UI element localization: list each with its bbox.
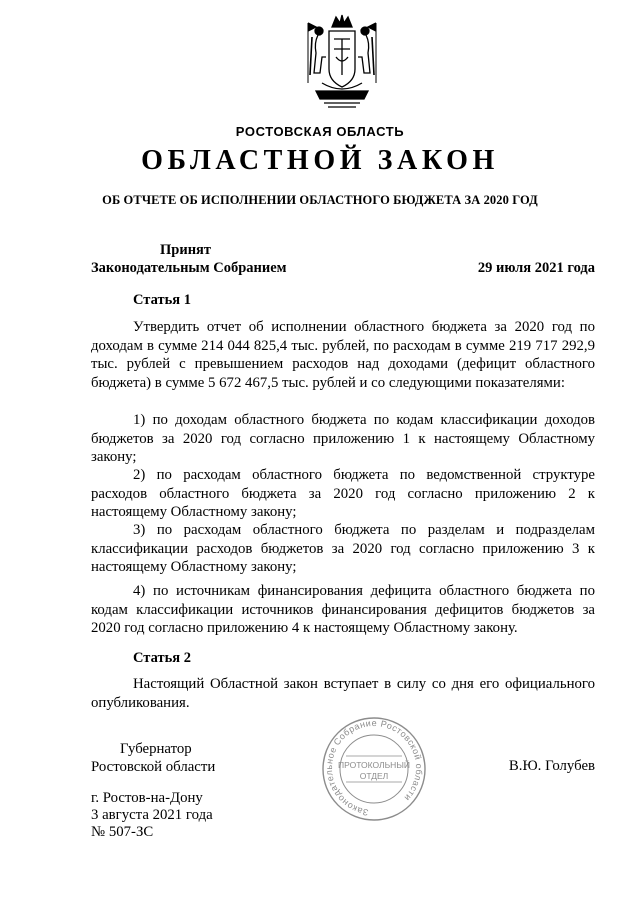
signatory-position-line1: Губернатор — [120, 741, 192, 757]
adoption-date: 29 июля 2021 года — [477, 260, 595, 276]
article-2-heading: Статья 2 — [133, 650, 191, 666]
region-name: РОСТОВСКАЯ ОБЛАСТЬ — [235, 124, 405, 139]
article-1-item-3: 3) по расходам областного бюджета по разделам и подразделам классификации расходов бюджетов за 2020 год согласно приложению 3 к настоящему Областному закону; — [91, 522, 595, 576]
document-type-heading: ОБЛАСТНОЙ ЗАКОН — [141, 145, 499, 176]
article-1-intro: Утвердить отчет об исполнении областного бюджета за 2020 год по доходам в сумме 214 044 825,4 тыс. рублей, по расходам в сумме 219 717 292,9 тыс. рублей с превышением расходов над доходами (дефицит областного бюджета) в сумме 5 672 467,5 тыс. рублей и со следующими показателями: — [91, 319, 595, 391]
official-stamp — [312, 716, 436, 822]
footer-date: 3 августа 2021 года — [91, 807, 213, 823]
article-1-heading: Статья 1 — [133, 292, 191, 308]
coat-of-arms-emblem — [302, 13, 382, 111]
law-title: ОБ ОТЧЕТЕ ОБ ИСПОЛНЕНИИ ОБЛАСТНОГО БЮДЖЕТА ЗА 2020 ГОД — [102, 193, 538, 207]
stamp-ring-text: Законодательное Собрание Ростовской области — [323, 717, 425, 818]
article-2-text: Настоящий Областной закон вступает в силу со дня его официального опубликования. — [91, 676, 595, 711]
footer-city: г. Ростов-на-Дону — [91, 790, 203, 806]
stamp-center-text-line1: ПРОТОКОЛЬНЫЙ — [338, 760, 410, 770]
adopted-label: Принят — [160, 242, 212, 258]
signatory-position-line2: Ростовской области — [91, 759, 216, 775]
article-1-item-4: 4) по источникам финансирования дефицита областного бюджета по кодам классификации источников финансирования дефицитов бюджетов за 2020 год согласно приложению 4 к настоящему Областному закону. — [91, 583, 595, 637]
article-1-item-2: 2) по расходам областного бюджета по ведомственной структуре расходов областного бюджета за 2020 год согласно приложению 2 к настоящему Областному закону; — [91, 467, 595, 521]
adopted-by-label: Законодательным Собранием — [91, 260, 287, 276]
document-footer — [91, 790, 213, 841]
footer-number: № 507-ЗС — [91, 824, 154, 840]
signatory-name: В.Ю. Голубев — [508, 758, 595, 774]
article-1-item-1: 1) по доходам областного бюджета по кодам классификации доходов бюджетов за 2020 год согласно приложению 1 к настоящему Областному закону; — [91, 412, 595, 466]
stamp-center-text-line2: ОТДЕЛ — [359, 771, 389, 781]
